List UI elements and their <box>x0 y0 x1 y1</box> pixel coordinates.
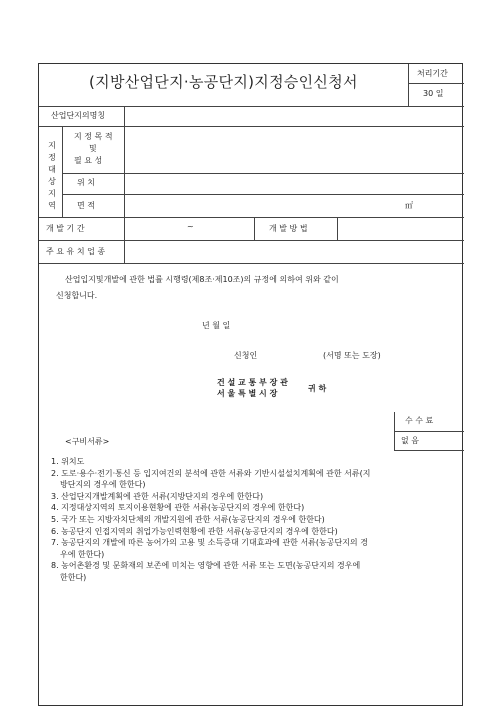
document-item: 2. 도로·용수·전기·통신 등 입지여건의 분석에 관한 서류와 기반시설설치계획에 관한 서류(지 <box>51 468 371 478</box>
main-industry-label: 주 요 유 치 업 종 <box>46 247 106 256</box>
row-line <box>62 194 464 195</box>
document-item: 한한다) <box>60 572 87 582</box>
document-item: 우에 한한다) <box>60 549 105 559</box>
row-line <box>39 240 464 241</box>
fee-value: 없 음 <box>401 436 419 445</box>
statement-line-1: 산업입지및개발에 관한 법률 시행령(제8조·제10조)의 규정에 의하여 위와 같이 <box>65 275 339 284</box>
fee-line <box>394 450 464 451</box>
fee-box-line <box>394 412 395 450</box>
location-label: 위 치 <box>77 178 95 187</box>
area-unit: ㎡ <box>405 201 413 210</box>
area-label: 면 적 <box>77 201 95 210</box>
processing-divider <box>408 64 409 106</box>
form-title: (지방산업단지·농공단지)지정승인신청서 <box>89 73 358 91</box>
document-item: 8. 농어촌환경 및 문화재의 보존에 미치는 영향에 관한 서류 또는 도면(농공단지의 경우에 <box>51 561 361 571</box>
label-column-line <box>124 106 125 263</box>
application-date: 년 월 일 <box>202 321 231 330</box>
statement-line-2: 신청합니다. <box>56 291 98 300</box>
document-item: 1. 위치도 <box>51 457 85 466</box>
dev-period-separator: ~ <box>187 222 194 231</box>
period-method-line <box>337 217 338 240</box>
documents-heading: <구비서류> <box>65 437 110 446</box>
row-line <box>39 106 464 107</box>
row-line <box>39 263 464 264</box>
purpose-label-1: 지 정 목 적 <box>74 132 113 141</box>
document-item: 4. 지정대상지역의 토지이용현황에 관한 서류(농공단지의 경우에 한한다) <box>51 503 305 513</box>
dev-method-label: 개 발 방 법 <box>269 224 308 233</box>
side-column-line <box>62 126 63 217</box>
recipient-minister: 건 설 교 통 부 장 관 <box>217 378 288 387</box>
dev-period-label: 개 발 기 간 <box>46 224 85 233</box>
documents-list <box>51 456 461 584</box>
recipient-mayor: 서 울 특 별 시 장 <box>217 389 278 398</box>
document-item: 방단지의 경우에 한한다) <box>60 480 146 490</box>
period-method-line <box>254 217 255 240</box>
application-form <box>38 63 463 706</box>
processing-period-label: 처리기간 <box>417 69 448 78</box>
fee-line <box>394 431 464 432</box>
row-line <box>62 173 464 174</box>
signature-label: (서명 또는 도장) <box>323 351 381 360</box>
processing-divider-h <box>408 83 464 84</box>
purpose-label-3: 필 요 성 <box>74 156 103 165</box>
row-line <box>39 126 464 127</box>
complex-name-label: 산업단지의명칭 <box>51 111 106 120</box>
document-item: 7. 농공단지의 개발에 따른 농어가의 고용 및 소득증대 기대효과에 관한 서류(농공단지의 경 <box>51 538 368 548</box>
fee-label: 수 수 료 <box>405 416 434 425</box>
document-item: 6. 농공단지 인접지역의 취업가능인력현황에 관한 서류(농공단지의 경우에 한한다) <box>51 526 338 536</box>
recipient-suffix: 귀 하 <box>308 384 327 393</box>
processing-period-value: 30 일 <box>423 89 444 98</box>
target-area-label: 지정대상지역 <box>48 141 56 210</box>
purpose-label-2: 및 <box>89 144 97 153</box>
document-item: 5. 국가 또는 지방자치단체의 개발지원에 관한 서류(농공단지의 경우에 한한다) <box>51 514 325 524</box>
applicant-label: 신청인 <box>234 351 258 360</box>
document-item: 3. 산업단지개발계획에 관한 서류(지방단지의 경우에 한한다) <box>51 491 264 501</box>
row-line <box>39 217 464 218</box>
